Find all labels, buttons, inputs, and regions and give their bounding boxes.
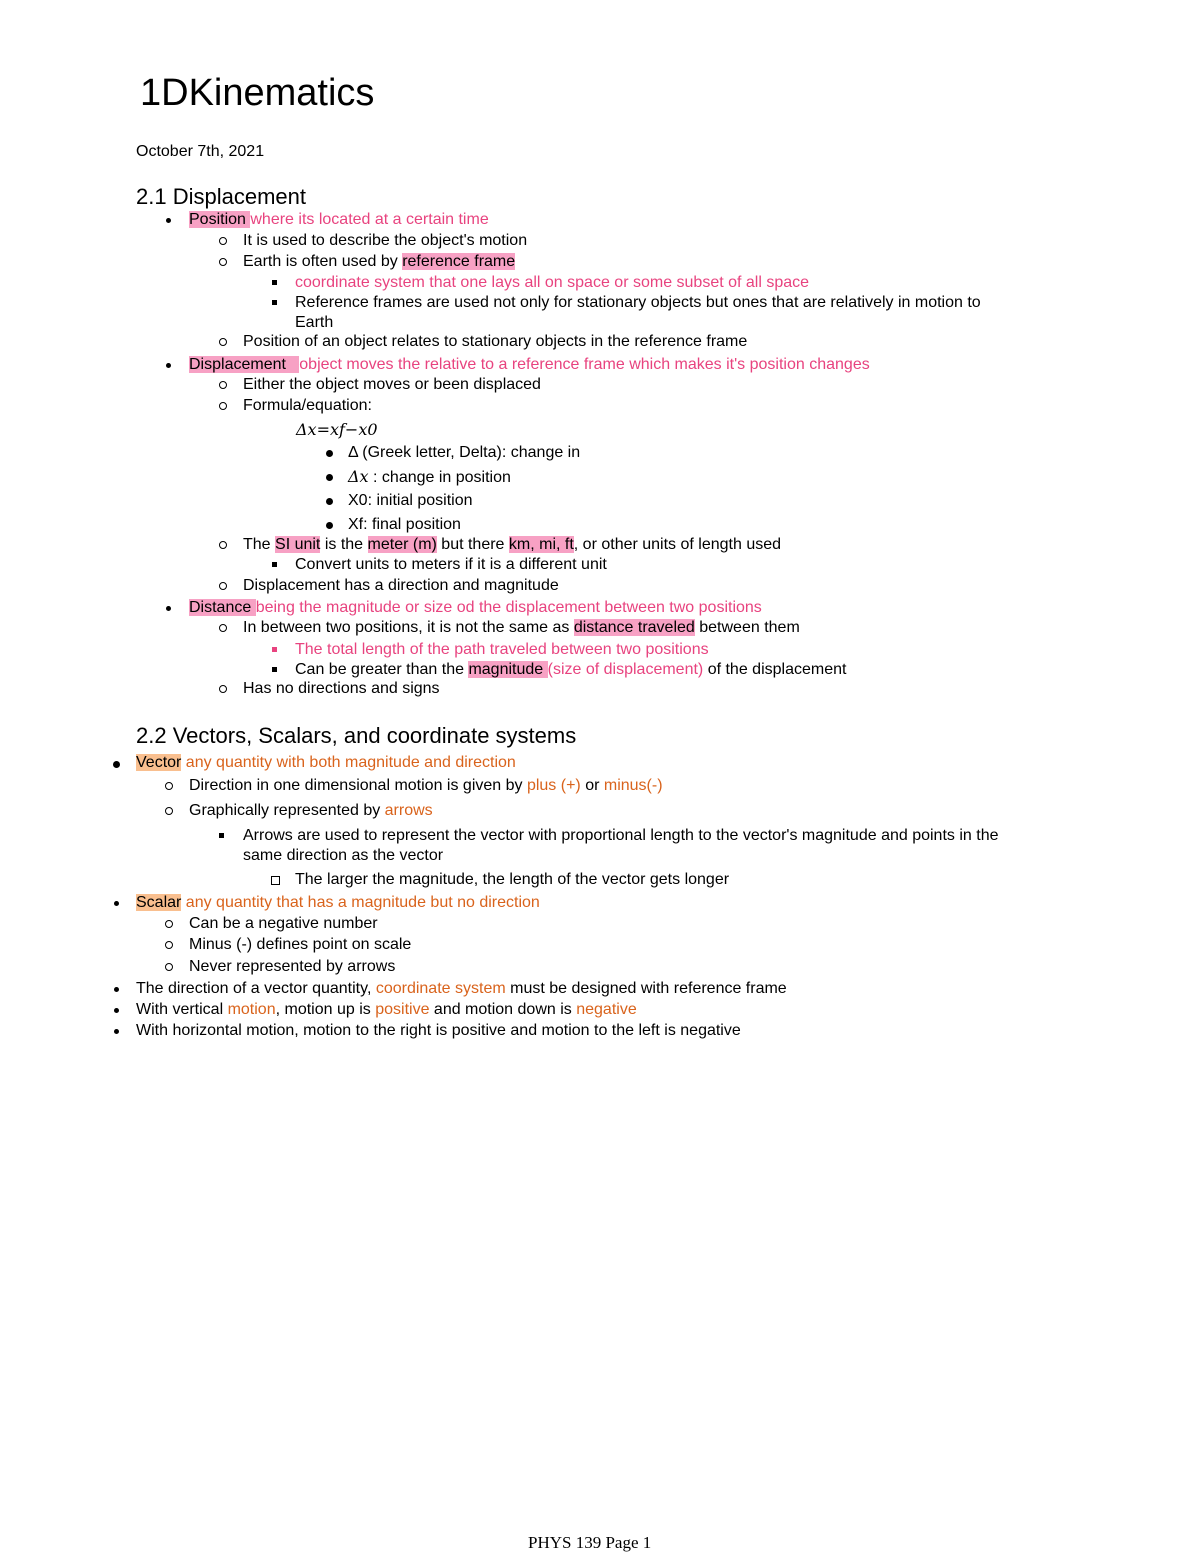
- list-text: Direction in one dimensional motion is given by: [189, 777, 527, 794]
- list-text: The: [243, 536, 276, 553]
- bullet-dot: [166, 218, 171, 223]
- bullet-circle: [165, 920, 173, 928]
- displacement-definition: object moves the relative to a reference frame which makes it's position changes: [299, 356, 870, 373]
- term-distance-traveled: distance traveled: [573, 619, 695, 636]
- list-item: [189, 801, 433, 821]
- list-item: Convert units to meters if it is a different unit: [295, 556, 607, 573]
- scalar-definition: any quantity that has a magnitude but no direction: [181, 894, 540, 911]
- term-distance: Distance: [189, 599, 256, 616]
- list-text: , or other units of length used: [573, 536, 782, 553]
- list-item: [243, 618, 800, 638]
- bullet-dot: [114, 1029, 119, 1034]
- formula-term: Xf: final position: [348, 516, 461, 533]
- list-item: [136, 1000, 637, 1020]
- term-si-unit: SI unit: [275, 536, 321, 553]
- list-item: Either the object moves or been displaced: [243, 376, 541, 393]
- page-title: 1DKinematics: [140, 72, 375, 114]
- term-positive: positive: [375, 1001, 430, 1018]
- term-negative: negative: [576, 1001, 637, 1018]
- term-units: km, mi, ft: [508, 536, 574, 553]
- list-item: Has no directions and signs: [243, 680, 440, 697]
- list-item-scalar: [136, 893, 540, 913]
- list-item: [295, 660, 846, 680]
- list-text: is the: [320, 536, 368, 553]
- delta-x-symbol: Δx: [348, 467, 369, 486]
- term-coordinate-system: coordinate system: [375, 980, 506, 997]
- bullet-square: [272, 647, 277, 652]
- bullet-dot: [114, 987, 119, 992]
- list-item-distance: [189, 598, 762, 618]
- list-text: Can be greater than the: [295, 661, 469, 678]
- list-text: but there: [436, 536, 509, 553]
- formula-term: [348, 467, 511, 488]
- term-magnitude: magnitude: [468, 661, 548, 678]
- list-text: Earth is often used by: [243, 253, 403, 270]
- list-item: Never represented by arrows: [189, 958, 396, 975]
- vector-definition: any quantity with both magnitude and direction: [181, 754, 516, 771]
- list-text: and motion down is: [429, 1001, 577, 1018]
- bullet-circle: [219, 258, 227, 266]
- list-text: or: [580, 777, 604, 794]
- bullet-dot: [166, 363, 171, 368]
- list-item: Formula/equation:: [243, 397, 372, 414]
- term-arrows: arrows: [384, 802, 433, 819]
- bullet-circle: [219, 582, 227, 590]
- term-scalar: Scalar: [136, 894, 182, 911]
- list-text: In between two positions, it is not the same as: [243, 619, 574, 636]
- bullet-square: [272, 280, 277, 285]
- list-item: Reference frames are used not only for stationary objects but ones that are relatively in motion to: [295, 294, 981, 311]
- magnitude-note: (size of displacement): [547, 661, 704, 678]
- formula-term-text: : change in position: [368, 469, 511, 486]
- page-date: October 7th, 2021: [136, 143, 265, 160]
- section-heading-displacement: 2.1 Displacement: [136, 184, 306, 209]
- list-item-displacement: [189, 355, 870, 375]
- term-motion: motion: [227, 1001, 276, 1018]
- bullet-circle: [165, 963, 173, 971]
- list-item-si-unit: [243, 535, 781, 555]
- list-item: The total length of the path traveled between two positions: [295, 641, 709, 658]
- list-item: With horizontal motion, motion to the right is positive and motion to the left is negative: [136, 1022, 741, 1039]
- bullet-hollow-square: [271, 876, 280, 885]
- list-item-continuation: Earth: [295, 314, 334, 331]
- distance-definition: being the magnitude or size od the displacement between two positions: [255, 599, 762, 616]
- list-item: Can be a negative number: [189, 915, 378, 932]
- list-item: It is used to describe the object's motion: [243, 232, 528, 249]
- list-text: The direction of a vector quantity,: [136, 980, 376, 997]
- bullet-circle: [219, 541, 227, 549]
- bullet-dot: [326, 498, 333, 505]
- bullet-dot: [326, 522, 333, 529]
- bullet-square: [272, 300, 277, 305]
- formula-term: Δ (Greek letter, Delta): change in: [348, 444, 581, 461]
- bullet-circle: [219, 338, 227, 346]
- list-text: must be designed with reference frame: [505, 980, 787, 997]
- bullet-circle: [165, 941, 173, 949]
- list-item: coordinate system that one lays all on space or some subset of all space: [295, 274, 810, 291]
- bullet-dot: [166, 606, 171, 611]
- list-item: Displacement has a direction and magnitude: [243, 577, 559, 594]
- bullet-dot: [113, 761, 120, 768]
- list-item: [136, 979, 787, 999]
- bullet-square: [272, 667, 277, 672]
- list-item-vector: [136, 753, 516, 773]
- list-item: [243, 252, 515, 272]
- list-item: [189, 776, 663, 796]
- term-plus: plus (+): [526, 777, 581, 794]
- list-text: , motion up is: [275, 1001, 376, 1018]
- bullet-circle: [219, 381, 227, 389]
- position-definition: where its located at a certain time: [250, 211, 489, 228]
- page-footer: PHYS 139 Page 1: [528, 1533, 652, 1552]
- bullet-dot: [326, 474, 333, 481]
- list-text: Graphically represented by: [189, 802, 385, 819]
- bullet-circle: [219, 402, 227, 410]
- list-text: of the displacement: [703, 661, 847, 678]
- section-heading-vectors: 2.2 Vectors, Scalars, and coordinate systems: [136, 723, 577, 748]
- bullet-circle: [219, 624, 227, 632]
- bullet-square: [219, 833, 224, 838]
- bullet-square: [272, 562, 277, 567]
- term-minus: minus(-): [603, 777, 663, 794]
- term-meter: meter (m): [367, 536, 437, 553]
- list-item: Minus (-) defines point on scale: [189, 936, 412, 953]
- list-item: The larger the magnitude, the length of the vector gets longer: [295, 871, 730, 888]
- bullet-circle: [165, 807, 173, 815]
- formula: Δx=xf−x0: [296, 420, 378, 439]
- bullet-circle: [219, 237, 227, 245]
- formula-term: X0: initial position: [348, 492, 473, 509]
- list-item: Arrows are used to represent the vector with proportional length to the vector's magnitude and points in the: [243, 827, 999, 844]
- term-vector: Vector: [136, 754, 182, 771]
- term-reference-frame: reference frame: [402, 253, 516, 270]
- list-item-position: [189, 210, 489, 230]
- term-position: Position: [189, 211, 251, 228]
- list-text: With vertical: [136, 1001, 228, 1018]
- bullet-dot: [326, 450, 333, 457]
- bullet-dot: [114, 1008, 119, 1013]
- bullet-dot: [114, 901, 119, 906]
- bullet-circle: [219, 685, 227, 693]
- bullet-circle: [165, 782, 173, 790]
- list-item: Position of an object relates to stationary objects in the reference frame: [243, 333, 748, 350]
- list-text: between them: [694, 619, 800, 636]
- list-item-continuation: same direction as the vector: [243, 847, 444, 864]
- term-displacement: Displacement: [189, 356, 300, 373]
